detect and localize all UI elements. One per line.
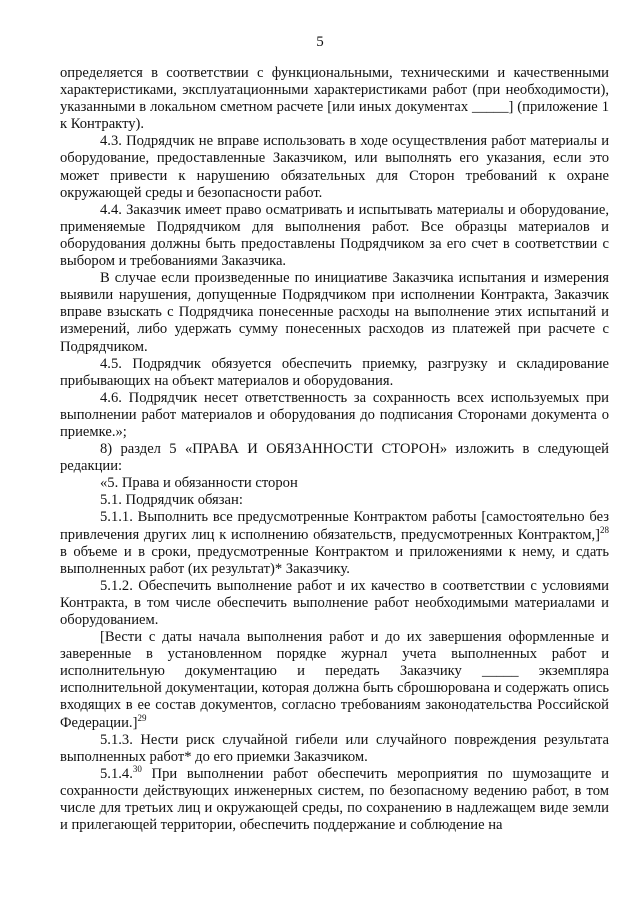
paragraph-5-1-4: [60, 763, 609, 834]
paragraph-4-5: 4.5. Подрядчик обязуется обеспечить приемку, разгрузку и складирование прибывающих на объект материалов и оборудования.: [60, 355, 609, 389]
paragraph-journal-text: [Вести с даты начала выполнения работ и до их завершения оформленные и заверенные в установленном порядке журнал учета выполненных работ и исполнительную документацию и передать Заказчику _____ экземпляра исполнительной документации, которая должна быть сброшюрована и содержать опись входящих в ее состав документов, согласно требованиям законодательства Российской Федерации.]: [60, 629, 609, 731]
paragraph-5-1: 5.1. Подрядчик обязан:: [100, 492, 243, 509]
paragraph-tests-clause: В случае если произведенные по инициативе Заказчика испытания и измерения выявили нарушения, допущенные Подрядчиком при исполнении Контракта, Заказчик вправе взыскать с Подрядчика понесенные расходы на выполнение этих испытаний и измерений, либо удержать сумму понесенных расходов из платежей при расчете с Подрядчиком.: [60, 270, 609, 355]
paragraph-5-1-2: 5.1.2. Обеспечить выполнение работ и их качество в соответствии с условиями Контракта, в том числе обеспечить выполнение работ необходимыми материалами и оборудованием.: [60, 577, 609, 628]
paragraph-4-3: 4.3. Подрядчик не вправе использовать в ходе осуществления работ материалы и оборудование, предоставленные Заказчиком, или выполнять его указания, если это может привести к нарушению обязательных для Сторон требований к охране окружающей среды и безопасности работ.: [60, 133, 609, 201]
paragraph-journal: [60, 629, 609, 732]
paragraph-item-8: 8) раздел 5 «ПРАВА И ОБЯЗАННОСТИ СТОРОН» изложить в следующей редакции:: [60, 441, 609, 475]
paragraph-5-1-4-number: 5.1.4.: [100, 765, 133, 782]
section-5-heading: «5. Права и обязанности сторон: [100, 475, 298, 492]
paragraph-5-1-1: [60, 509, 609, 577]
page-number: 5: [316, 34, 324, 50]
paragraph-continuation: определяется в соответствии с функциональными, техническими и качественными характеристиками, эксплуатационными характеристиками работ (при необходимости), указанными в локальном сметном расчете [или иных документах _____] (приложение 1 к Контракту).: [60, 65, 609, 133]
footnote-ref-28[interactable]: 28: [600, 524, 609, 535]
paragraph-4-6: 4.6. Подрядчик несет ответственность за сохранность всех используемых при выполнении работ материалов и оборудования до подписания Сторонами документа о приемке.»;: [60, 389, 609, 440]
paragraph-5-1-4-text: При выполнении работ обеспечить мероприятия по шумозащите и сохранности действующих инженерных систем, по безопасному ведению работ, в том числе для третьих лиц и окружающей среды, по сохранению в надлежащем виде земли и прилегающей территории, обеспечить поддержание и соблюдение на: [60, 765, 609, 834]
paragraph-5-1-3: 5.1.3. Нести риск случайной гибели или случайного повреждения результата выполненных работ* до его приемки Заказчиком.: [60, 731, 609, 765]
paragraph-5-1-1-text-after: в объеме и в сроки, предусмотренные Контрактом и приложениями к нему, и сдать выполненных работ (их результат)* Заказчику.: [60, 543, 609, 577]
document-body: [60, 65, 609, 834]
paragraph-4-4: 4.4. Заказчик имеет право осматривать и испытывать материалы и оборудование, применяемые Подрядчиком для выполнения работ. Все образцы материалов и оборудования должны быть предоставлены Подрядчиком за его счет в соответствии с выбором и требованиями Заказчика.: [60, 201, 609, 270]
footnote-ref-29[interactable]: 29: [137, 712, 147, 723]
footnote-ref-30[interactable]: 30: [132, 763, 142, 774]
paragraph-5-1-1-text: 5.1.1. Выполнить все предусмотренные Контрактом работы [самостоятельно без привлечения других лиц к исполнению обязательств, предусмотренных Контрактом,]: [60, 509, 609, 543]
